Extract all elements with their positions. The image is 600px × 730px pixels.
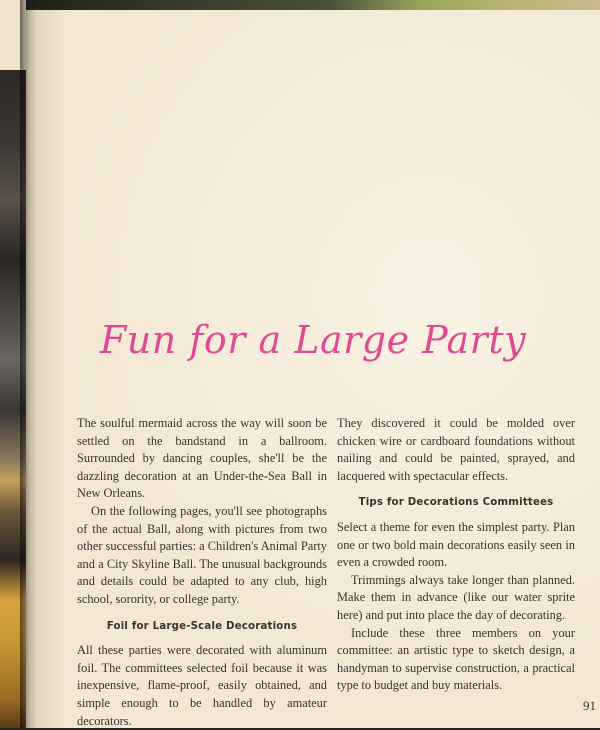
body-paragraph: Select a theme for even the simplest party. Plan one or two bold main decorations easily seen in even a crowded room. (337, 519, 575, 570)
section-heading: Foil for Large-Scale Decorations (106, 620, 298, 632)
page-number: 91 (583, 698, 596, 713)
right-column (337, 415, 575, 695)
body-paragraph: Include these three members on your committee: an artistic type to sketch design, a handyman to supervise construction, a practical type to budget and buy materials. (337, 625, 575, 693)
book-page (26, 10, 600, 728)
body-paragraph: On the following pages, you'll see photographs of the actual Ball, along with pictures from two other successful parties: a Children's Animal Party and a City Skyline Ball. The unusual backgrounds and details could be adapted to any club, high school, sorority, or college party. (77, 503, 327, 606)
page-title: Fun for a Large Party (99, 318, 527, 362)
left-column (77, 415, 327, 730)
body-paragraph: Trimmings always take longer than planned. Make them in advance (like our water sprite here) and put into place the day of decorating. (337, 572, 575, 622)
body-paragraph: All these parties were decorated with aluminum foil. The committees selected foil because it was inexpensive, flame-proof, easily obtained, and simple enough to be handled by amateur decorators. (77, 643, 327, 728)
section-heading: Tips for Decorations Committees (358, 497, 554, 509)
gutter-shadow (20, 0, 36, 728)
body-paragraph: The soulful mermaid across the way will soon be settled on the bandstand in a ballroom. Surrounded by dancing couples, she'll be the dazzling decoration at an Under-the-Sea Ball in New Orleans. (77, 416, 327, 501)
body-paragraph: They discovered it could be molded over chicken wire or cardboard foundations without nailing and could be painted, sprayed, and lacquered with spectacular effects. (337, 416, 575, 483)
